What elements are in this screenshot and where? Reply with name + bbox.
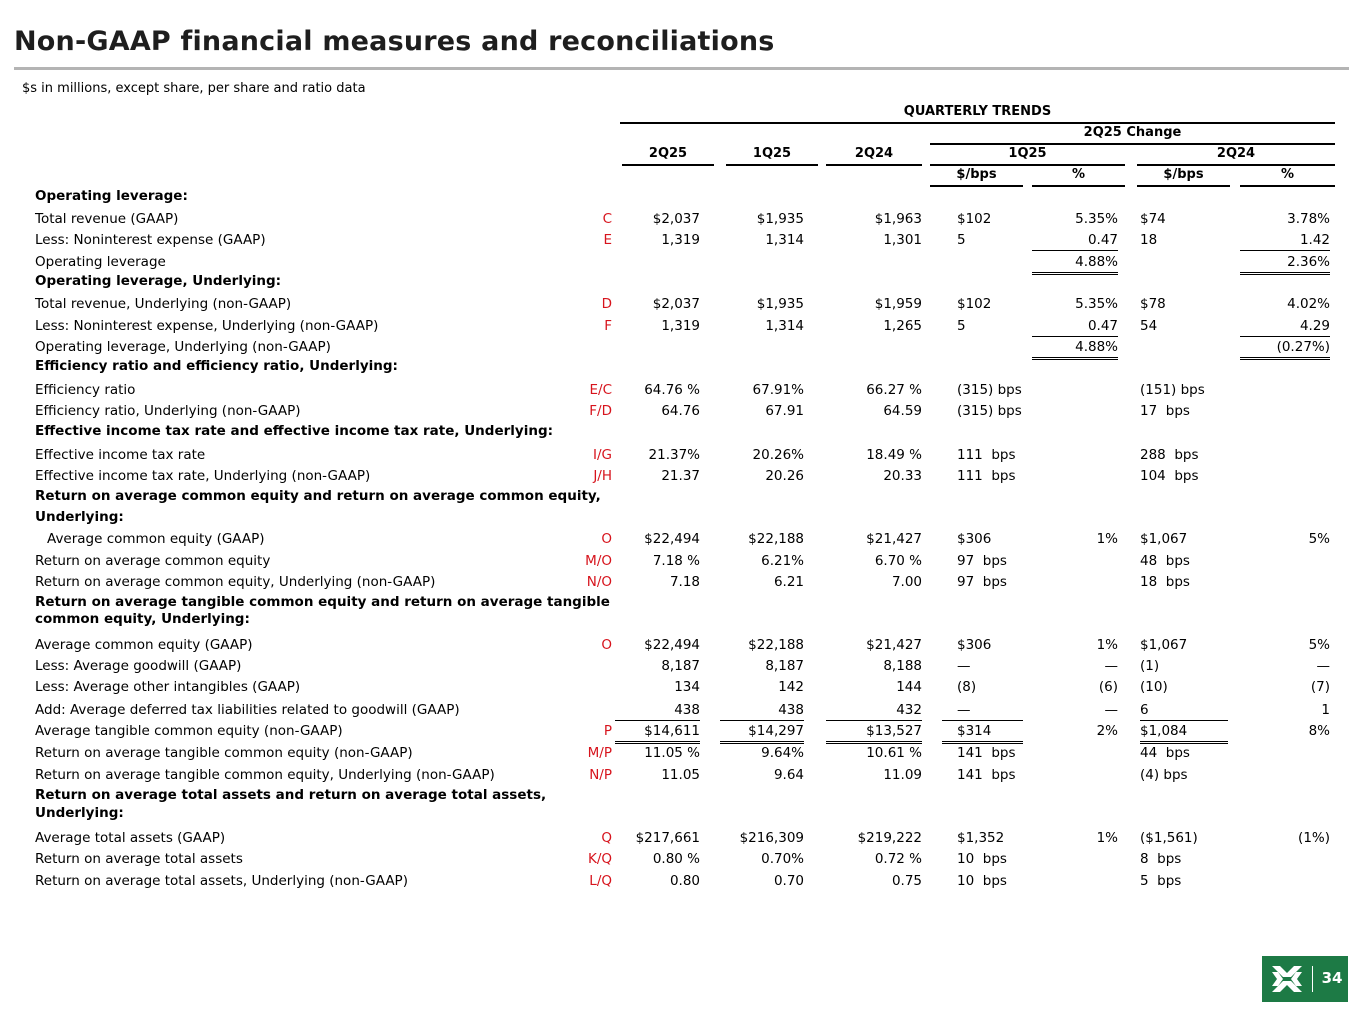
change-group-header: 2Q25 Change — [1083, 125, 1182, 140]
section-heading: Effective income tax rate and effective income tax rate, Underlying: — [35, 423, 554, 439]
cell-c2-amt: $74 — [1140, 211, 1166, 227]
cell-v2q25: $2,037 — [652, 296, 700, 312]
header-rule — [726, 164, 818, 166]
formula-reference: F/D — [589, 403, 612, 419]
section-header-row — [0, 509, 1365, 529]
section-heading: Operating leverage, Underlying: — [35, 273, 282, 289]
cell-c1-pct: 5.35% — [1075, 296, 1118, 312]
cell-v2q25: 0.80 % — [652, 851, 700, 867]
header-rule — [1137, 164, 1335, 166]
cell-c1-amt: 141 bps — [957, 745, 1016, 761]
cell-v2q24: 1,265 — [883, 318, 922, 334]
cell-c2-pct: 1 — [1321, 702, 1330, 718]
table-row — [0, 551, 1365, 571]
cell-c1-pct: 4.88% — [1032, 337, 1118, 360]
row-label: Return on average total assets, Underlying (non-GAAP) — [35, 873, 408, 889]
cell-c1-pct: 0.47 — [1032, 316, 1118, 337]
table-row — [0, 871, 1365, 891]
formula-reference: M/P — [587, 745, 612, 761]
row-label: Operating leverage — [35, 254, 166, 270]
row-label: Less: Noninterest expense, Underlying (non-GAAP) — [35, 318, 379, 334]
cell-v1q25: 9.64 — [773, 767, 804, 783]
cell-v1q25: $1,935 — [756, 296, 804, 312]
table-row — [0, 230, 1365, 250]
cell-c2-amt: 18 bps — [1140, 574, 1190, 590]
cell-v2q25: 438 — [615, 700, 700, 721]
cell-v2q25: 64.76 — [661, 403, 700, 419]
section-header-row — [0, 188, 1365, 208]
cell-v1q25: 20.26 — [765, 468, 804, 484]
table-row — [0, 316, 1365, 336]
cell-v2q24: 0.75 — [891, 873, 922, 889]
cell-v1q25: $14,297 — [720, 721, 804, 744]
table-row — [0, 572, 1365, 592]
cell-c2-amt: $1,067 — [1140, 531, 1188, 547]
cell-c2-pct: (0.27%) — [1240, 337, 1330, 360]
table-row — [0, 743, 1365, 763]
cell-v1q25: 20.26% — [752, 447, 804, 463]
cell-v2q25: 11.05 % — [644, 745, 700, 761]
cell-c2-amt: 44 bps — [1140, 745, 1190, 761]
cell-v1q25: $1,935 — [756, 211, 804, 227]
cell-v2q24: 432 — [826, 700, 922, 721]
section-heading: Underlying: — [35, 509, 124, 525]
section-header-row — [0, 488, 1365, 508]
cell-c2-amt: $1,067 — [1140, 637, 1188, 653]
section-header-row — [0, 423, 1365, 443]
row-label: Return on average tangible common equity (non-GAAP) — [35, 745, 413, 761]
cell-v2q25: $22,494 — [644, 637, 700, 653]
table-row — [0, 849, 1365, 869]
cell-v1q25: 9.64% — [761, 745, 804, 761]
row-label: Efficiency ratio — [35, 382, 136, 398]
cell-c1-amt: — — [957, 658, 971, 674]
subgroup-header-2q24: 2Q24 — [1216, 146, 1256, 161]
header-rule — [620, 122, 1335, 124]
cell-v2q25: $14,611 — [615, 721, 700, 744]
section-header-row — [0, 805, 1365, 825]
cell-c1-pct: 5.35% — [1075, 211, 1118, 227]
cell-c1-amt: 111 bps — [957, 468, 1016, 484]
cell-c1-pct: 1% — [1096, 531, 1118, 547]
formula-reference: N/O — [586, 574, 612, 590]
cell-v2q24: 11.09 — [883, 767, 922, 783]
cell-v1q25: 6.21% — [761, 553, 804, 569]
cell-c1-amt: (315) bps — [957, 403, 1022, 419]
cell-c2-amt: 8 bps — [1140, 851, 1182, 867]
col-header-pct: % — [1280, 167, 1295, 182]
cell-c2-pct: 5% — [1308, 531, 1330, 547]
cell-v2q24: $21,427 — [866, 637, 922, 653]
table-row — [0, 635, 1365, 655]
logo-divider — [1312, 966, 1313, 992]
section-header-row — [0, 273, 1365, 293]
table-row — [0, 765, 1365, 785]
col-header-pct: % — [1071, 167, 1086, 182]
cell-v2q25: 11.05 — [661, 767, 700, 783]
cell-c2-pct: — — [1316, 658, 1330, 674]
cell-c1-amt: $306 — [957, 531, 992, 547]
cell-c1-pct: (6) — [1098, 679, 1118, 695]
cell-c1-pct: — — [1104, 658, 1118, 674]
table-row — [0, 445, 1365, 465]
cell-c2-pct: 4.02% — [1287, 296, 1330, 312]
row-label: Average common equity (GAAP) — [35, 637, 253, 653]
section-heading: Efficiency ratio and efficiency ratio, Underlying: — [35, 358, 398, 374]
cell-v2q25: 1,319 — [661, 318, 700, 334]
cell-c1-pct: 4.88% — [1032, 252, 1118, 275]
section-heading: Underlying: — [35, 805, 124, 821]
cell-c2-amt: (10) — [1140, 679, 1168, 695]
units-note: $s in millions, except share, per share and ratio data — [22, 81, 366, 96]
formula-reference: Q — [601, 830, 612, 846]
cell-v2q25: $2,037 — [652, 211, 700, 227]
formula-reference: C — [602, 211, 612, 227]
formula-reference: E/C — [589, 382, 612, 398]
brand-logo — [1262, 956, 1348, 1002]
cell-c2-amt: $78 — [1140, 296, 1166, 312]
cell-v2q25: 7.18 — [669, 574, 700, 590]
cell-c1-pct: 1% — [1096, 637, 1118, 653]
col-header-dollar-bps: $/bps — [956, 167, 997, 182]
cell-v1q25: 1,314 — [765, 232, 804, 248]
section-header-row — [0, 787, 1365, 807]
cell-v1q25: 67.91% — [752, 382, 804, 398]
cell-c2-amt: (1) — [1140, 658, 1160, 674]
cell-v1q25: 1,314 — [765, 318, 804, 334]
row-label: Total revenue, Underlying (non-GAAP) — [35, 296, 292, 312]
formula-reference: I/G — [593, 447, 612, 463]
row-label: Average tangible common equity (non-GAAP) — [35, 723, 343, 739]
header-rule — [1032, 185, 1125, 187]
header-rule — [826, 164, 922, 166]
formula-reference: P — [603, 723, 612, 739]
cell-c1-amt: 141 bps — [957, 767, 1016, 783]
table-row — [0, 401, 1365, 421]
subgroup-header-1q25: 1Q25 — [1008, 146, 1047, 161]
cell-v2q24: 8,188 — [883, 658, 922, 674]
cell-c2-pct: (1%) — [1298, 830, 1330, 846]
row-label: Return on average tangible common equity, Underlying (non-GAAP) — [35, 767, 495, 783]
formula-reference: L/Q — [589, 873, 612, 889]
table-row — [0, 828, 1365, 848]
page-number: 34 — [1321, 969, 1343, 987]
header-rule — [930, 185, 1023, 187]
cell-c2-amt: 6 — [1140, 700, 1228, 721]
cell-c2-amt: (151) bps — [1140, 382, 1205, 398]
cell-c2-pct: 8% — [1308, 723, 1330, 739]
cell-c2-pct: 2.36% — [1240, 252, 1330, 275]
table-row — [0, 466, 1365, 486]
cell-c1-amt: — — [942, 700, 1023, 721]
cell-c2-amt: ($1,561) — [1140, 830, 1198, 846]
cell-v2q24: 7.00 — [891, 574, 922, 590]
cell-c2-pct: 5% — [1308, 637, 1330, 653]
row-label: Effective income tax rate — [35, 447, 206, 463]
cell-c1-pct: 1% — [1096, 830, 1118, 846]
table-row — [0, 209, 1365, 229]
cell-v1q25: 0.70 — [773, 873, 804, 889]
cell-v2q25: 1,319 — [661, 232, 700, 248]
formula-reference: O — [601, 531, 612, 547]
table-row — [0, 337, 1365, 357]
cell-v1q25: $22,188 — [748, 531, 804, 547]
row-label: Return on average common equity — [35, 553, 271, 569]
row-label: Efficiency ratio, Underlying (non-GAAP) — [35, 403, 301, 419]
cell-v2q25: 0.80 — [669, 873, 700, 889]
row-label: Operating leverage, Underlying (non-GAAP) — [35, 339, 331, 355]
col-header-dollar-bps: $/bps — [1163, 167, 1204, 182]
cell-v1q25: 438 — [720, 700, 804, 721]
cell-v2q25: 134 — [674, 679, 700, 695]
header-rule — [1137, 185, 1230, 187]
cell-c2-amt: 54 — [1140, 318, 1158, 334]
formula-reference: K/Q — [587, 851, 612, 867]
header-rule — [1240, 185, 1335, 187]
cell-c1-amt: 5 — [957, 318, 966, 334]
cell-v2q25: $217,661 — [635, 830, 700, 846]
cell-c1-amt: (8) — [957, 679, 977, 695]
title-rule — [14, 67, 1349, 70]
cell-v2q24: $1,963 — [874, 211, 922, 227]
cell-v1q25: 67.91 — [765, 403, 804, 419]
cell-c2-amt: $1,084 — [1140, 721, 1228, 744]
cell-c1-pct: — — [1104, 702, 1118, 718]
cell-v1q25: $216,309 — [739, 830, 804, 846]
formula-reference: E — [603, 232, 612, 248]
cell-v2q24: 20.33 — [883, 468, 922, 484]
cell-c1-amt: $306 — [957, 637, 992, 653]
col-header-2q24: 2Q24 — [854, 146, 894, 161]
cell-c2-pct: (7) — [1310, 679, 1330, 695]
cell-c2-pct: 3.78% — [1287, 211, 1330, 227]
cell-v1q25: 142 — [778, 679, 804, 695]
table-row — [0, 529, 1365, 549]
formula-reference: O — [601, 637, 612, 653]
cell-c1-amt: 10 bps — [957, 851, 1007, 867]
section-header-row — [0, 611, 1365, 631]
cell-v2q24: 1,301 — [883, 232, 922, 248]
cell-c2-amt: 288 bps — [1140, 447, 1199, 463]
cell-v2q25: 7.18 % — [652, 553, 700, 569]
table-row — [0, 252, 1365, 272]
cell-v2q24: 64.59 — [883, 403, 922, 419]
section-header-row — [0, 358, 1365, 378]
cell-c1-amt: 97 bps — [957, 574, 1007, 590]
cell-v2q24: 144 — [896, 679, 922, 695]
cell-v1q25: 6.21 — [773, 574, 804, 590]
cell-c2-amt: 104 bps — [1140, 468, 1199, 484]
cell-c2-amt: 48 bps — [1140, 553, 1190, 569]
cell-v2q24: 10.61 % — [866, 745, 922, 761]
cell-c1-amt: 111 bps — [957, 447, 1016, 463]
cell-v2q25: $22,494 — [644, 531, 700, 547]
citizens-logo-icon — [1270, 964, 1304, 994]
formula-reference: N/P — [589, 767, 612, 783]
header-rule — [930, 164, 1125, 166]
cell-c2-pct: 1.42 — [1240, 230, 1330, 251]
cell-c1-amt: $102 — [957, 211, 992, 227]
cell-c1-pct: 2% — [1096, 723, 1118, 739]
cell-v2q25: 21.37% — [648, 447, 700, 463]
row-label: Less: Average goodwill (GAAP) — [35, 658, 242, 674]
cell-v2q25: 8,187 — [661, 658, 700, 674]
cell-c2-pct: 4.29 — [1240, 316, 1330, 337]
formula-reference: J/H — [593, 468, 612, 484]
table-row — [0, 721, 1365, 741]
cell-v2q25: 64.76 % — [644, 382, 700, 398]
cell-v1q25: 8,187 — [765, 658, 804, 674]
table-row — [0, 380, 1365, 400]
cell-c1-pct: 0.47 — [1032, 230, 1118, 251]
cell-v2q24: $1,959 — [874, 296, 922, 312]
row-label: Less: Average other intangibles (GAAP) — [35, 679, 301, 695]
cell-v2q24: 6.70 % — [874, 553, 922, 569]
formula-reference: F — [604, 318, 612, 334]
cell-c1-amt: (315) bps — [957, 382, 1022, 398]
cell-v2q24: $13,527 — [826, 721, 922, 744]
section-heading: Return on average common equity and return on average common equity, — [35, 488, 601, 504]
row-label: Add: Average deferred tax liabilities related to goodwill (GAAP) — [35, 702, 460, 718]
cell-c1-amt: 97 bps — [957, 553, 1007, 569]
row-label: Average common equity (GAAP) — [47, 531, 265, 547]
cell-v2q24: $219,222 — [857, 830, 922, 846]
table-row — [0, 294, 1365, 314]
cell-v2q25: 21.37 — [661, 468, 700, 484]
cell-v2q24: 66.27 % — [866, 382, 922, 398]
row-label: Effective income tax rate, Underlying (non-GAAP) — [35, 468, 371, 484]
row-label: Return on average common equity, Underlying (non-GAAP) — [35, 574, 436, 590]
cell-c1-amt: $102 — [957, 296, 992, 312]
formula-reference: D — [601, 296, 612, 312]
section-heading: Operating leverage: — [35, 188, 188, 204]
col-header-2q25: 2Q25 — [648, 146, 688, 161]
row-label: Return on average total assets — [35, 851, 243, 867]
cell-c2-amt: (4) bps — [1140, 767, 1188, 783]
cell-c1-amt: $314 — [942, 721, 1023, 744]
row-label: Average total assets (GAAP) — [35, 830, 226, 846]
table-row — [0, 700, 1365, 720]
section-heading: Return on average tangible common equity and return on average tangible — [35, 594, 610, 610]
row-label: Less: Noninterest expense (GAAP) — [35, 232, 266, 248]
page-title: Non-GAAP financial measures and reconciliations — [14, 26, 775, 57]
cell-v2q24: 18.49 % — [866, 447, 922, 463]
cell-v1q25: 0.70% — [761, 851, 804, 867]
cell-v2q24: $21,427 — [866, 531, 922, 547]
cell-c2-amt: 18 — [1140, 232, 1158, 248]
col-header-1q25: 1Q25 — [752, 146, 792, 161]
header-rule — [930, 143, 1335, 145]
cell-c2-amt: 5 bps — [1140, 873, 1182, 889]
cell-v1q25: $22,188 — [748, 637, 804, 653]
table-row — [0, 656, 1365, 676]
cell-v2q24: 0.72 % — [874, 851, 922, 867]
cell-c1-amt: 5 — [957, 232, 966, 248]
formula-reference: M/O — [585, 553, 612, 569]
quarterly-trends-header: QUARTERLY TRENDS — [903, 104, 1052, 119]
cell-c1-amt: $1,352 — [957, 830, 1005, 846]
section-heading: Return on average total assets and return on average total assets, — [35, 787, 547, 803]
row-label: Total revenue (GAAP) — [35, 211, 179, 227]
cell-c2-amt: 17 bps — [1140, 403, 1190, 419]
cell-c1-amt: 10 bps — [957, 873, 1007, 889]
section-heading: common equity, Underlying: — [35, 611, 250, 627]
header-rule — [622, 164, 714, 166]
table-row — [0, 677, 1365, 697]
